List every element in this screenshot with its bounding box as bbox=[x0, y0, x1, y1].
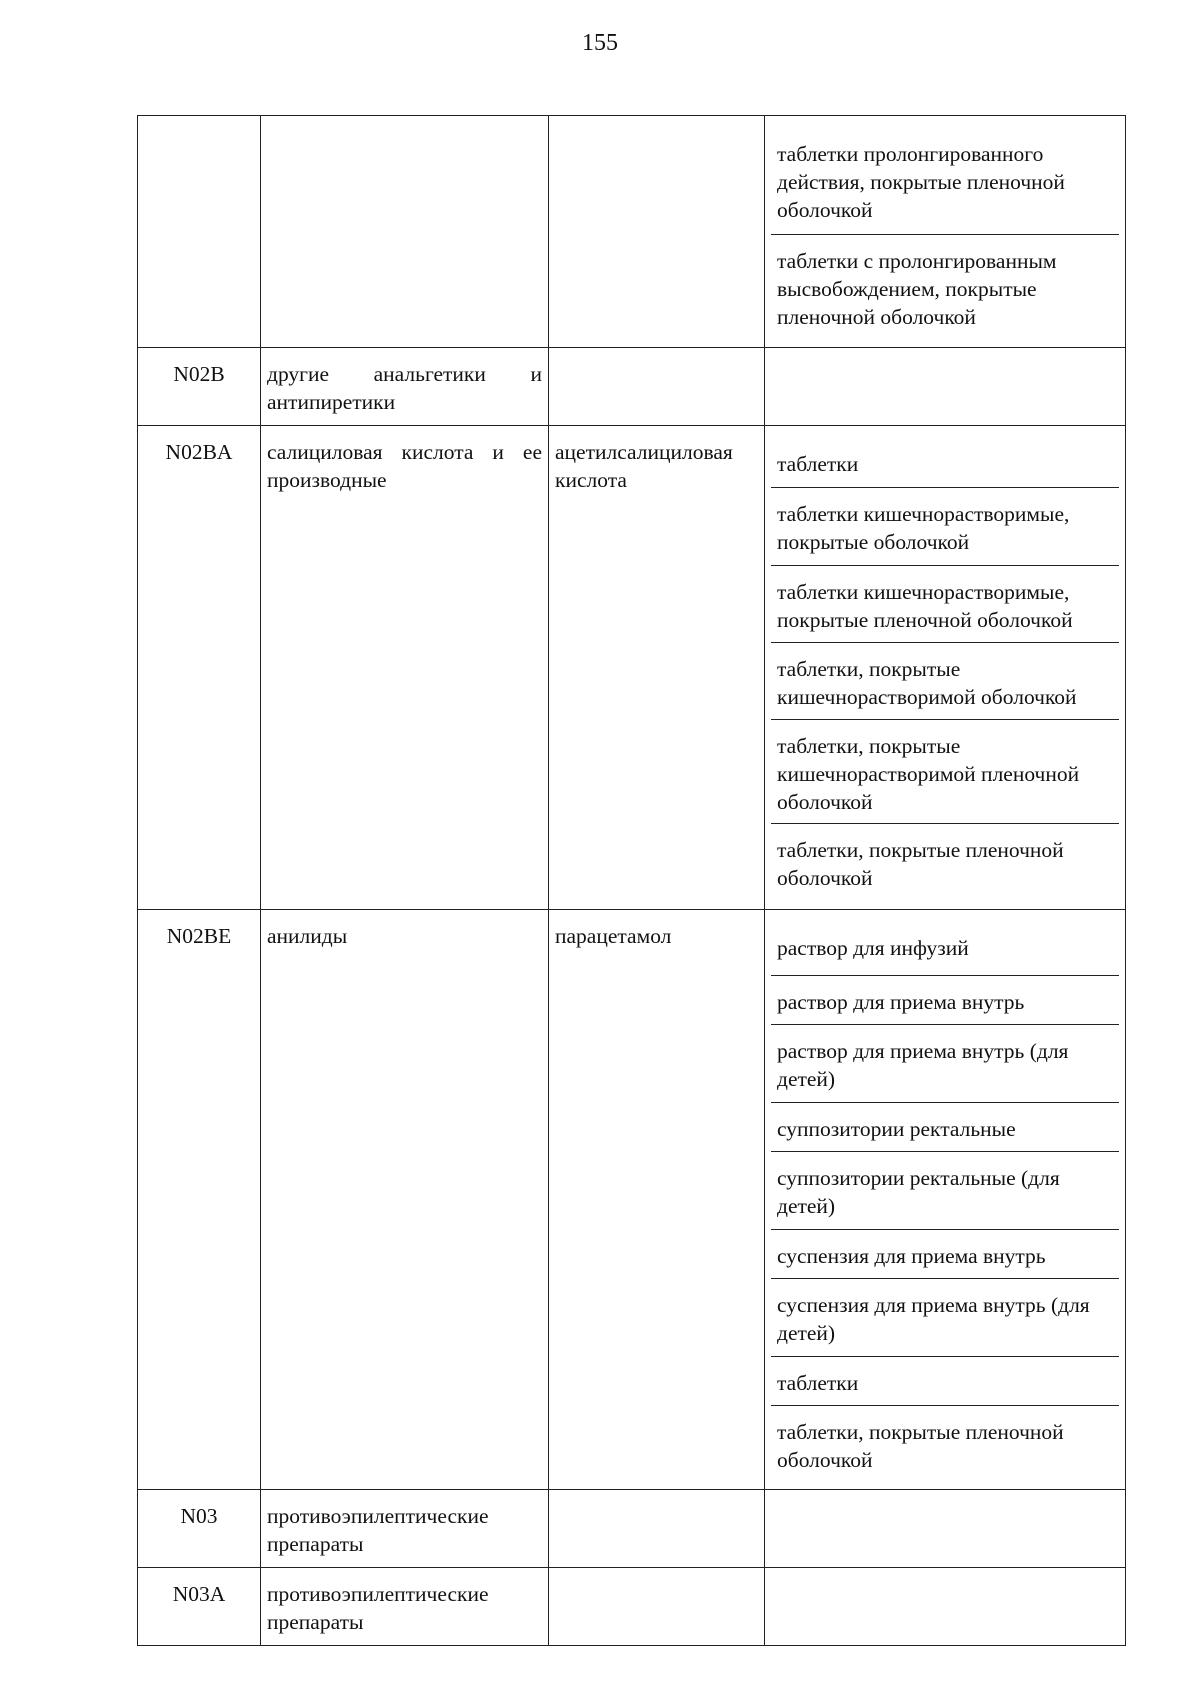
substance-cell bbox=[549, 1490, 765, 1568]
substance-cell bbox=[549, 348, 765, 426]
dosage-form-item: таблетки, покрытые кишечнорастворимой оболочкой bbox=[771, 642, 1119, 719]
group-cell: другие анальгетики и антипиретики bbox=[261, 348, 549, 426]
table-row bbox=[138, 116, 1126, 348]
page-number: 155 bbox=[582, 30, 618, 56]
drug-table bbox=[137, 115, 1126, 1646]
dosage-form-item: раствор для приема внутрь bbox=[771, 975, 1119, 1024]
dosage-form-item: таблетки кишечнорастворимые, покрытые пленочной оболочкой bbox=[771, 565, 1119, 642]
dosage-forms-cell bbox=[765, 910, 1126, 1490]
dosage-form-item: суппозитории ректальные bbox=[771, 1102, 1119, 1151]
table-row bbox=[138, 426, 1126, 910]
dosage-forms-cell bbox=[765, 116, 1126, 348]
dosage-form-item: таблетки пролонгированного действия, покрытые пленочной оболочкой bbox=[777, 142, 1065, 222]
dosage-forms-cell bbox=[765, 426, 1126, 910]
dosage-form-item: таблетки bbox=[777, 452, 859, 476]
dosage-form-list bbox=[771, 922, 1119, 1480]
group-cell bbox=[261, 116, 549, 348]
dosage-forms-cell bbox=[765, 1490, 1126, 1568]
dosage-forms-cell bbox=[765, 348, 1126, 426]
dosage-form-item: таблетки, покрытые пленочной оболочкой bbox=[771, 823, 1119, 900]
group-cell: противоэпилептические препараты bbox=[261, 1490, 549, 1568]
dosage-form-item bbox=[771, 360, 1119, 381]
dosage-form-item: таблетки кишечнорастворимые, покрытые оболочкой bbox=[771, 487, 1119, 565]
group-cell: противоэпилептические препараты bbox=[261, 1568, 549, 1646]
table-row bbox=[138, 348, 1126, 426]
dosage-form-item: суспензия для приема внутрь bbox=[771, 1229, 1119, 1278]
dosage-form-list bbox=[771, 438, 1119, 900]
table-row bbox=[138, 1568, 1126, 1646]
group-cell: анилиды bbox=[261, 910, 549, 1490]
dosage-form-item: таблетки bbox=[771, 1356, 1119, 1405]
substance-cell bbox=[549, 116, 765, 348]
dosage-form-item bbox=[771, 1502, 1119, 1523]
dosage-form-list bbox=[771, 360, 1119, 381]
atc-code-cell: N03 bbox=[138, 1490, 261, 1568]
dosage-form-item: раствор для приема внутрь (для детей) bbox=[771, 1024, 1119, 1102]
atc-code-cell: N02B bbox=[138, 348, 261, 426]
atc-code-cell: N02BE bbox=[138, 910, 261, 1490]
drug-table-body bbox=[138, 116, 1126, 1646]
dosage-form-item: суспензия для приема внутрь (для детей) bbox=[771, 1278, 1119, 1356]
dosage-form-list bbox=[771, 1502, 1119, 1523]
dosage-form-list bbox=[771, 1580, 1119, 1601]
dosage-form-item: раствор для инфузий bbox=[777, 936, 969, 960]
group-cell: салициловая кислота и ее производные bbox=[261, 426, 549, 910]
substance-cell bbox=[549, 1568, 765, 1646]
atc-code-cell: N03A bbox=[138, 1568, 261, 1646]
dosage-form-list bbox=[771, 128, 1119, 338]
atc-code-cell: N02BA bbox=[138, 426, 261, 910]
table-row bbox=[138, 1490, 1126, 1568]
dosage-forms-cell bbox=[765, 1568, 1126, 1646]
dosage-form-item: таблетки, покрытые кишечнорастворимой пленочной оболочкой bbox=[771, 719, 1119, 823]
atc-code-cell bbox=[138, 116, 261, 348]
dosage-form-item: таблетки с пролонгированным высвобождением, покрытые пленочной оболочкой bbox=[771, 234, 1119, 338]
dosage-form-item: таблетки, покрытые пленочной оболочкой bbox=[771, 1405, 1119, 1480]
dosage-form-item bbox=[771, 1580, 1119, 1601]
substance-cell: ацетилсалициловая кислота bbox=[549, 426, 765, 910]
dosage-form-item: суппозитории ректальные (для детей) bbox=[771, 1151, 1119, 1229]
table-row bbox=[138, 910, 1126, 1490]
substance-cell: парацетамол bbox=[549, 910, 765, 1490]
